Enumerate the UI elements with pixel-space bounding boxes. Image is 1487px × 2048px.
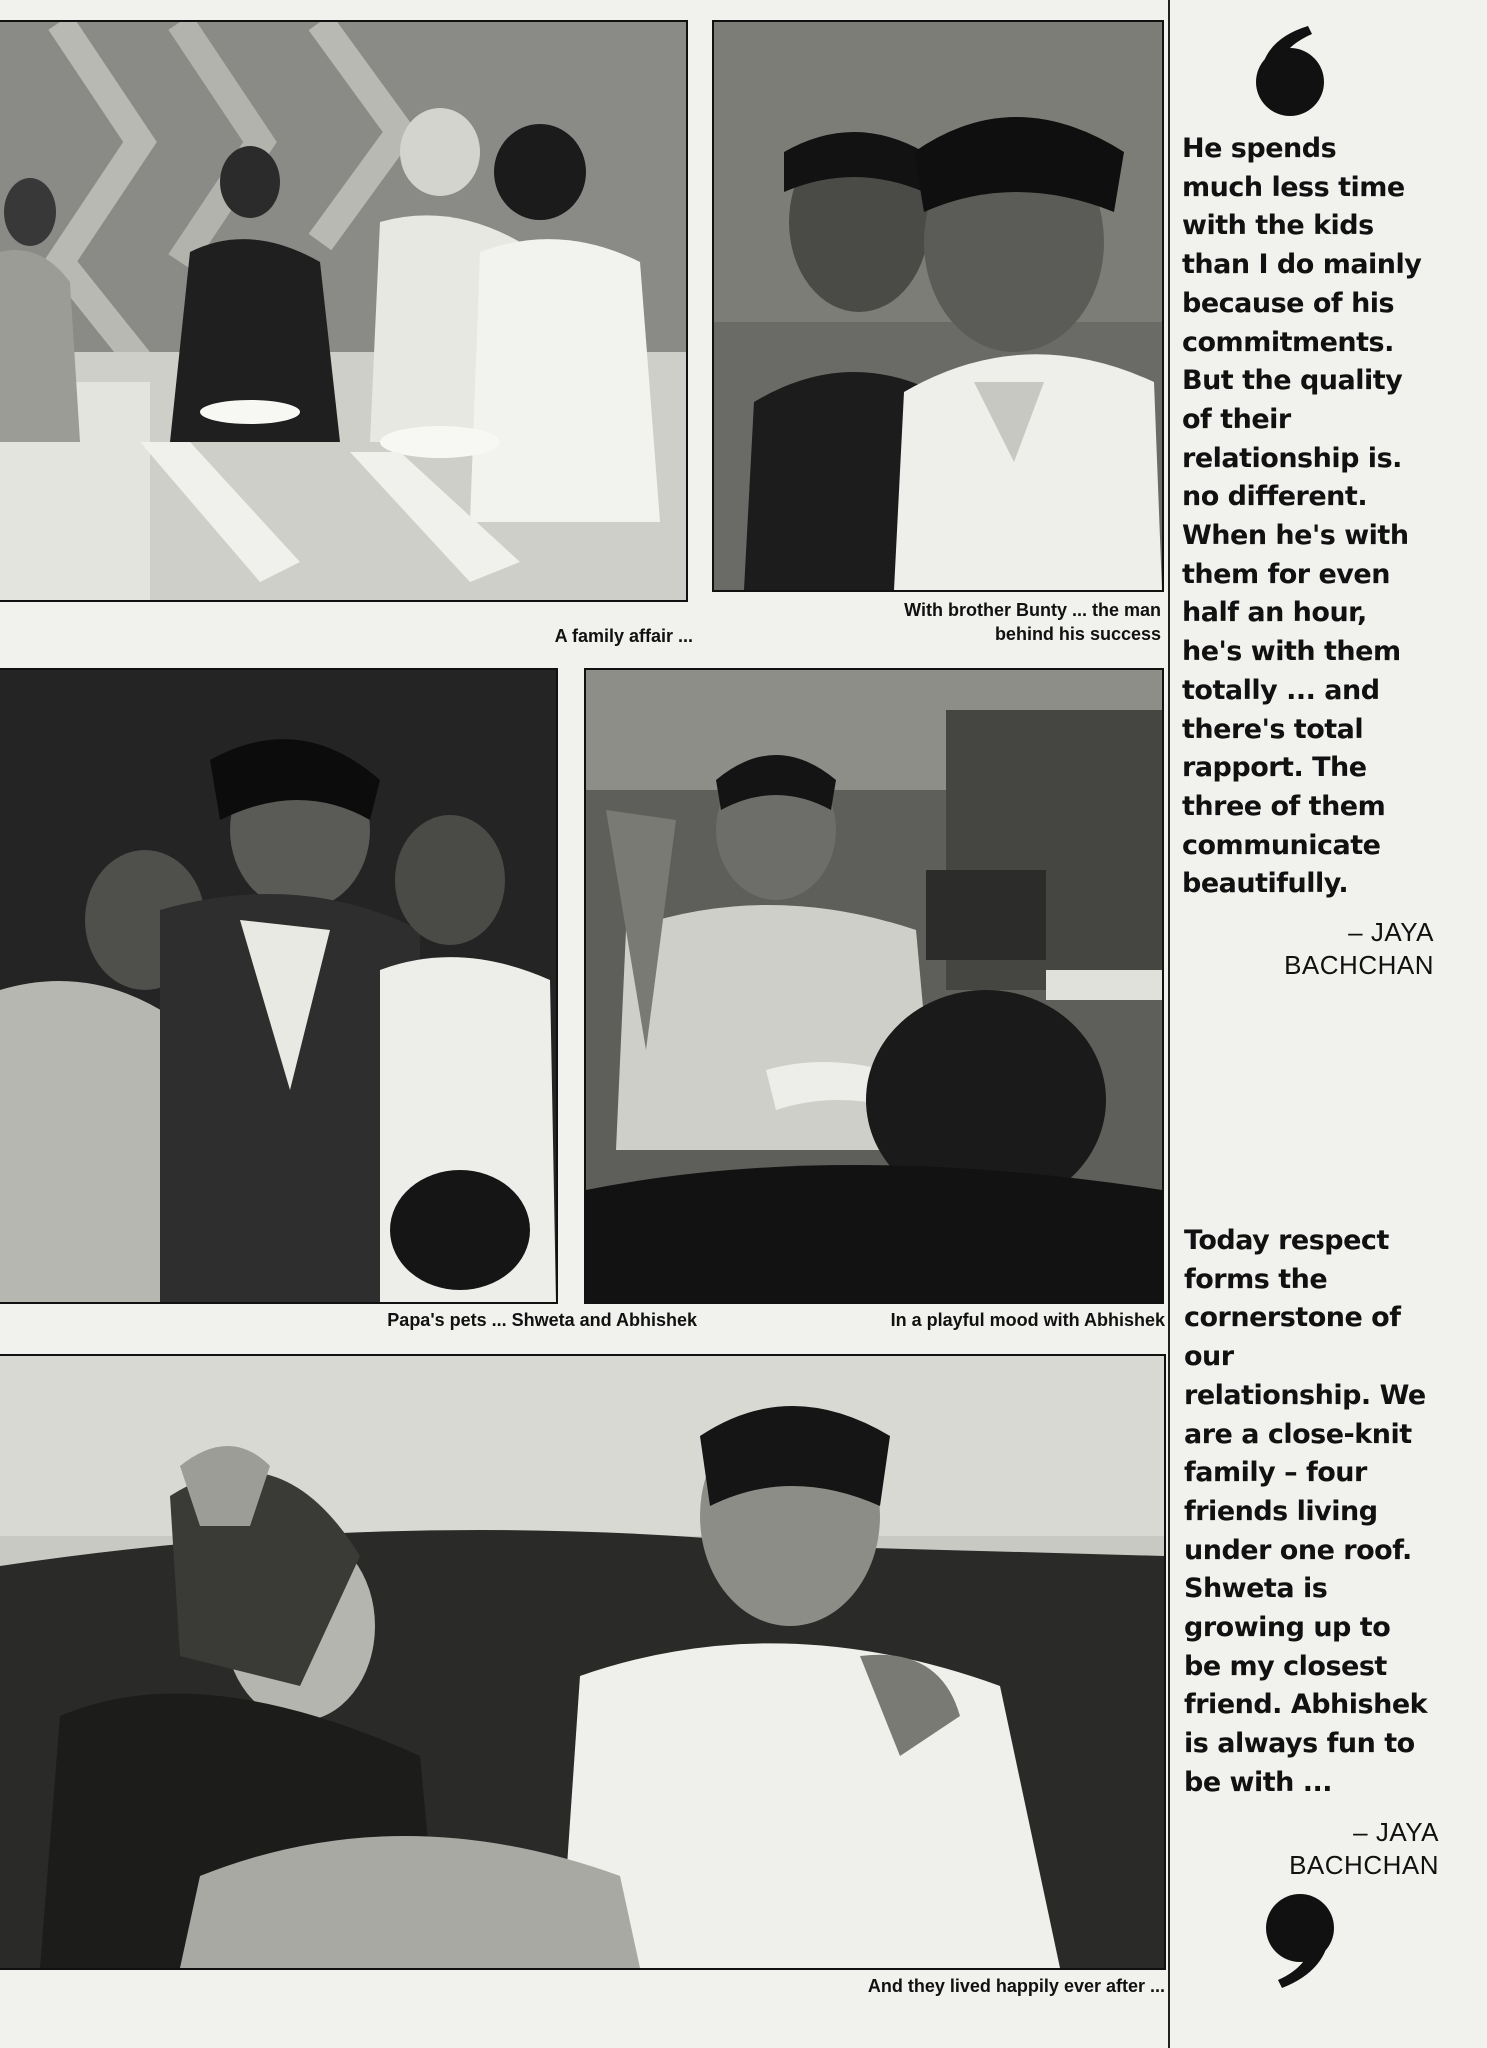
caption-happily-ever-after: And they lived happily ever after ... [867, 1976, 1165, 1996]
caption-family-affair: A family affair ... [554, 626, 693, 646]
caption-papas-pets: Papa's pets ... Shweta and Abhishek [387, 1310, 697, 1330]
pull-quote-1: He spends much less time with the kids than I do mainly because of his commitments. But the quality of their relationship is. no different. When he's with them for even half an hour, he's with them totally ... and there's total rapport. The three of them communicate beautifully. [1182, 133, 1422, 900]
attribution-1: – JAYA BACHCHAN [1284, 917, 1434, 980]
attribution-2: – JAYA BACHCHAN [1289, 1817, 1439, 1880]
photo-brother-bunty [712, 20, 1164, 592]
caption-brother-bunty: With brother Bunty ... the man behind his success [904, 600, 1161, 644]
photo-happily-ever-after [0, 1354, 1166, 1970]
close-quote-mark-icon [1256, 1892, 1352, 1992]
photo-playful-mood [584, 668, 1164, 1304]
caption-playful-mood: In a playful mood with Abhishek [890, 1310, 1165, 1330]
column-divider [1168, 0, 1170, 2048]
open-quote-mark-icon [1238, 22, 1334, 118]
photo-papas-pets [0, 668, 558, 1304]
pull-quote-2: Today respect forms the cornerstone of our relationship. We are a close-knit family – four friends living under one roof. Shweta is growing up to be my closest friend. Abhishek is always fun to be with ... [1184, 1225, 1428, 1798]
photo-family-affair [0, 20, 688, 602]
